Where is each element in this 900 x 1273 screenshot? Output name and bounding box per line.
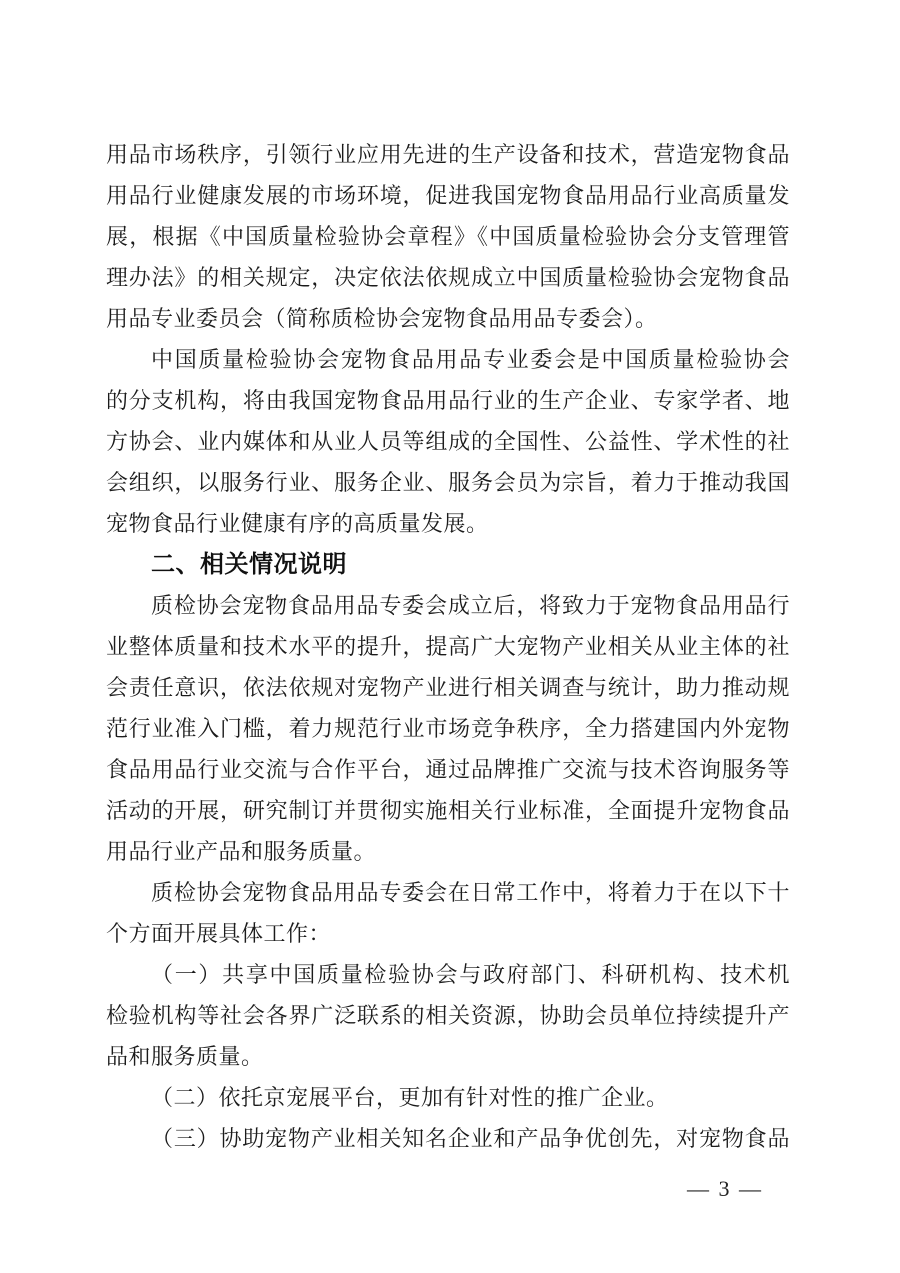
- text-line: 的分支机构，将由我国宠物食品用品行业的生产企业、专家学者、地: [106, 388, 790, 413]
- text-line: 检验机构等社会各界广泛联系的相关资源，协助会员单位持续提升产: [106, 1003, 790, 1028]
- text-line: 食品用品行业交流与合作平台，通过品牌推广交流与技术咨询服务等: [106, 757, 790, 782]
- paragraph: [106, 339, 790, 544]
- text-line: 宠物食品行业健康有序的高质量发展。: [106, 511, 489, 536]
- heading-line: 二、相关情况说明: [151, 551, 347, 578]
- text-line: 个方面开展具体工作：: [106, 921, 332, 946]
- text-line: 业整体质量和技术水平的提升，提高广大宠物产业相关从业主体的社: [106, 634, 790, 659]
- text-line: （三）协助宠物产业相关知名企业和产品争优创先，对宠物食品: [151, 1126, 790, 1151]
- section-heading: [106, 544, 790, 585]
- paragraph: [106, 134, 790, 339]
- text-line: 中国质量检验协会宠物食品用品专业委会是中国质量检验协会: [151, 347, 790, 372]
- text-line: 用品行业健康发展的市场环境，促进我国宠物食品用品行业高质量发: [106, 183, 790, 208]
- text-line: 用品行业产品和服务质量。: [106, 839, 377, 864]
- text-line: 展，根据《中国质量检验协会章程》《中国质量检验协会分支管理管: [106, 224, 790, 249]
- text-line: 用品专业委员会（简称质检协会宠物食品用品专委会）。: [106, 306, 658, 331]
- page-number: — 3 —: [687, 1176, 763, 1201]
- paragraph: [106, 872, 790, 954]
- paragraph: [106, 1118, 790, 1159]
- text-line: 理办法》的相关规定，决定依法依规成立中国质量检验协会宠物食品: [106, 265, 790, 290]
- text-line: 用品市场秩序，引领行业应用先进的生产设备和技术，营造宠物食品: [106, 142, 790, 167]
- text-line: 会责任意识，依法依规对宠物产业进行相关调查与统计，助力推动规: [106, 675, 790, 700]
- text-line: 方协会、业内媒体和从业人员等组成的全国性、公益性、学术性的社: [106, 429, 790, 454]
- text-line: 范行业准入门槛，着力规范行业市场竞争秩序，全力搭建国内外宠物: [106, 716, 790, 741]
- text-line: 质检协会宠物食品用品专委会成立后，将致力于宠物食品用品行: [151, 593, 790, 618]
- paragraph: [106, 954, 790, 1077]
- paragraph: [106, 585, 790, 872]
- text-line: 会组织，以服务行业、服务企业、服务会员为宗旨，着力于推动我国: [106, 470, 790, 495]
- text-line: （二）依托京宠展平台，更加有针对性的推广企业。: [151, 1085, 669, 1110]
- text-line: （一）共享中国质量检验协会与政府部门、科研机构、技术机: [151, 962, 790, 987]
- text-line: 活动的开展，研究制订并贯彻实施相关行业标准，全面提升宠物食品: [106, 798, 790, 823]
- document-body: [106, 134, 790, 1159]
- paragraph: [106, 1077, 790, 1118]
- text-line: 品和服务质量。: [106, 1044, 264, 1069]
- text-line: 质检协会宠物食品用品专委会在日常工作中，将着力于在以下十: [151, 880, 790, 905]
